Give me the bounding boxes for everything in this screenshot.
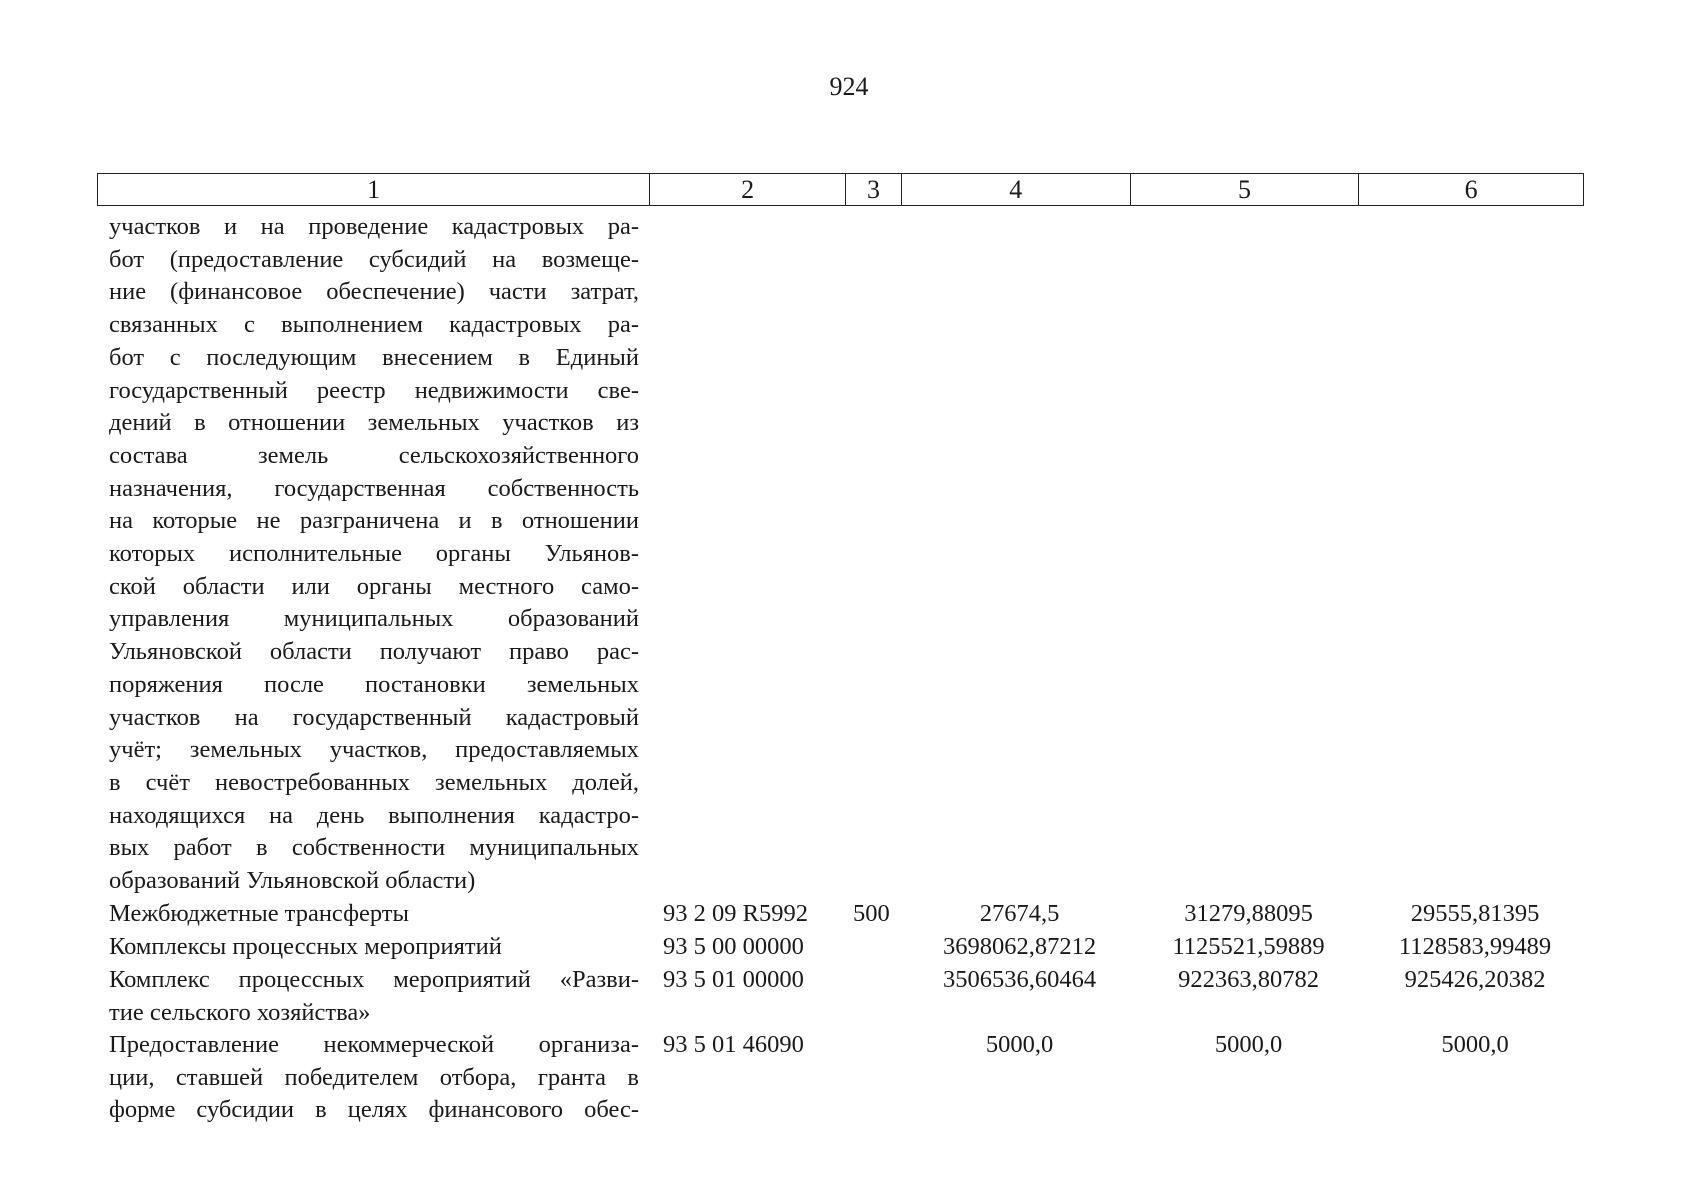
row-value-col4: 5000,0 — [985, 1031, 1054, 1058]
table-header-row — [97, 173, 1584, 206]
description-line: поряжения после постановки земельных — [109, 670, 639, 698]
row-value-col4: 3506536,60464 — [942, 966, 1097, 993]
row-value-col4: 27674,5 — [979, 900, 1060, 927]
row-value-col6: 1128583,99489 — [1398, 933, 1552, 960]
description-line: бот с последующим внесением в Единый — [109, 343, 639, 371]
header-col-1: 1 — [98, 174, 650, 205]
row-value-col5: 922363,80782 — [1178, 966, 1319, 993]
row-name-line: Комплексы процессных мероприятий — [109, 933, 502, 960]
description-line: вых работ в собственности муниципальных — [109, 834, 639, 862]
row-name-line: Межбюджетные трансферты — [109, 900, 409, 927]
description-line: бот (предоставление субсидий на возмеще- — [109, 245, 639, 273]
row-code: 93 5 01 46090 — [663, 1031, 804, 1058]
description-line: которых исполнительные органы Ульянов- — [109, 540, 639, 568]
row-code: 93 5 00 00000 — [663, 933, 804, 960]
description-line: образований Ульяновской области) — [109, 867, 476, 895]
row-code: 93 5 01 00000 — [663, 966, 804, 993]
row-type: 500 — [853, 900, 890, 927]
description-line: ской области или органы местного само- — [109, 572, 639, 600]
row-name — [109, 1029, 639, 1127]
header-col-4: 4 — [902, 174, 1131, 205]
description-line: учёт; земельных участков, предоставляемых — [109, 736, 639, 764]
row-value-col5: 31279,88095 — [1184, 900, 1313, 927]
description-line: дений в отношении земельных участков из — [109, 409, 639, 437]
row-name-line: Комплекс процессных мероприятий «Разви- — [109, 966, 639, 993]
description-line: связанных с выполнением кадастровых ра- — [109, 311, 639, 339]
header-col-3: 3 — [846, 174, 902, 205]
row-name — [109, 964, 639, 1029]
header-col-5: 5 — [1131, 174, 1360, 205]
header-col-6: 6 — [1464, 175, 1478, 204]
row-name-line: ции, ставшей победителем отбора, гранта в — [109, 1063, 639, 1091]
row-name-line: Предоставление некоммерческой организа- — [109, 1031, 639, 1058]
description-line: в счёт невостребованных земельных долей, — [109, 768, 639, 796]
row-code: 93 2 09 R5992 — [663, 900, 808, 927]
continued-row-description — [109, 211, 639, 898]
description-line: участков и на проведение кадастровых ра- — [109, 213, 639, 240]
row-value-col6: 29555,81395 — [1410, 900, 1540, 927]
description-line: назначения, государственная собственность — [109, 474, 639, 502]
header-col-2: 2 — [650, 174, 846, 205]
row-value-col5: 5000,0 — [1214, 1031, 1283, 1058]
description-line: на которые не разграничена и в отношении — [109, 507, 639, 535]
description-line: находящихся на день выполнения кадастро- — [109, 801, 639, 829]
description-line: состава земель сельскохозяйственного — [109, 441, 639, 469]
row-name-line: форме субсидии в целях финансового обес- — [109, 1096, 639, 1124]
row-value-col4: 3698062,87212 — [942, 933, 1097, 960]
description-line: государственный реестр недвижимости све- — [109, 376, 639, 404]
row-value-col6: 925426,20382 — [1404, 966, 1546, 993]
description-line: ние (финансовое обеспечение) части затрат, — [109, 278, 639, 306]
row-value-col6: 5000,0 — [1441, 1031, 1509, 1058]
row-name — [109, 898, 639, 931]
row-name — [109, 931, 639, 964]
description-line: управления муниципальных образований — [109, 605, 639, 633]
description-line: Ульяновской области получают право рас- — [109, 638, 639, 666]
page-number: 924 — [829, 72, 869, 101]
row-name-line: тие сельского хозяйства» — [109, 998, 371, 1026]
description-line: участков на государственный кадастровый — [109, 703, 639, 731]
row-value-col5: 1125521,59889 — [1172, 933, 1325, 960]
